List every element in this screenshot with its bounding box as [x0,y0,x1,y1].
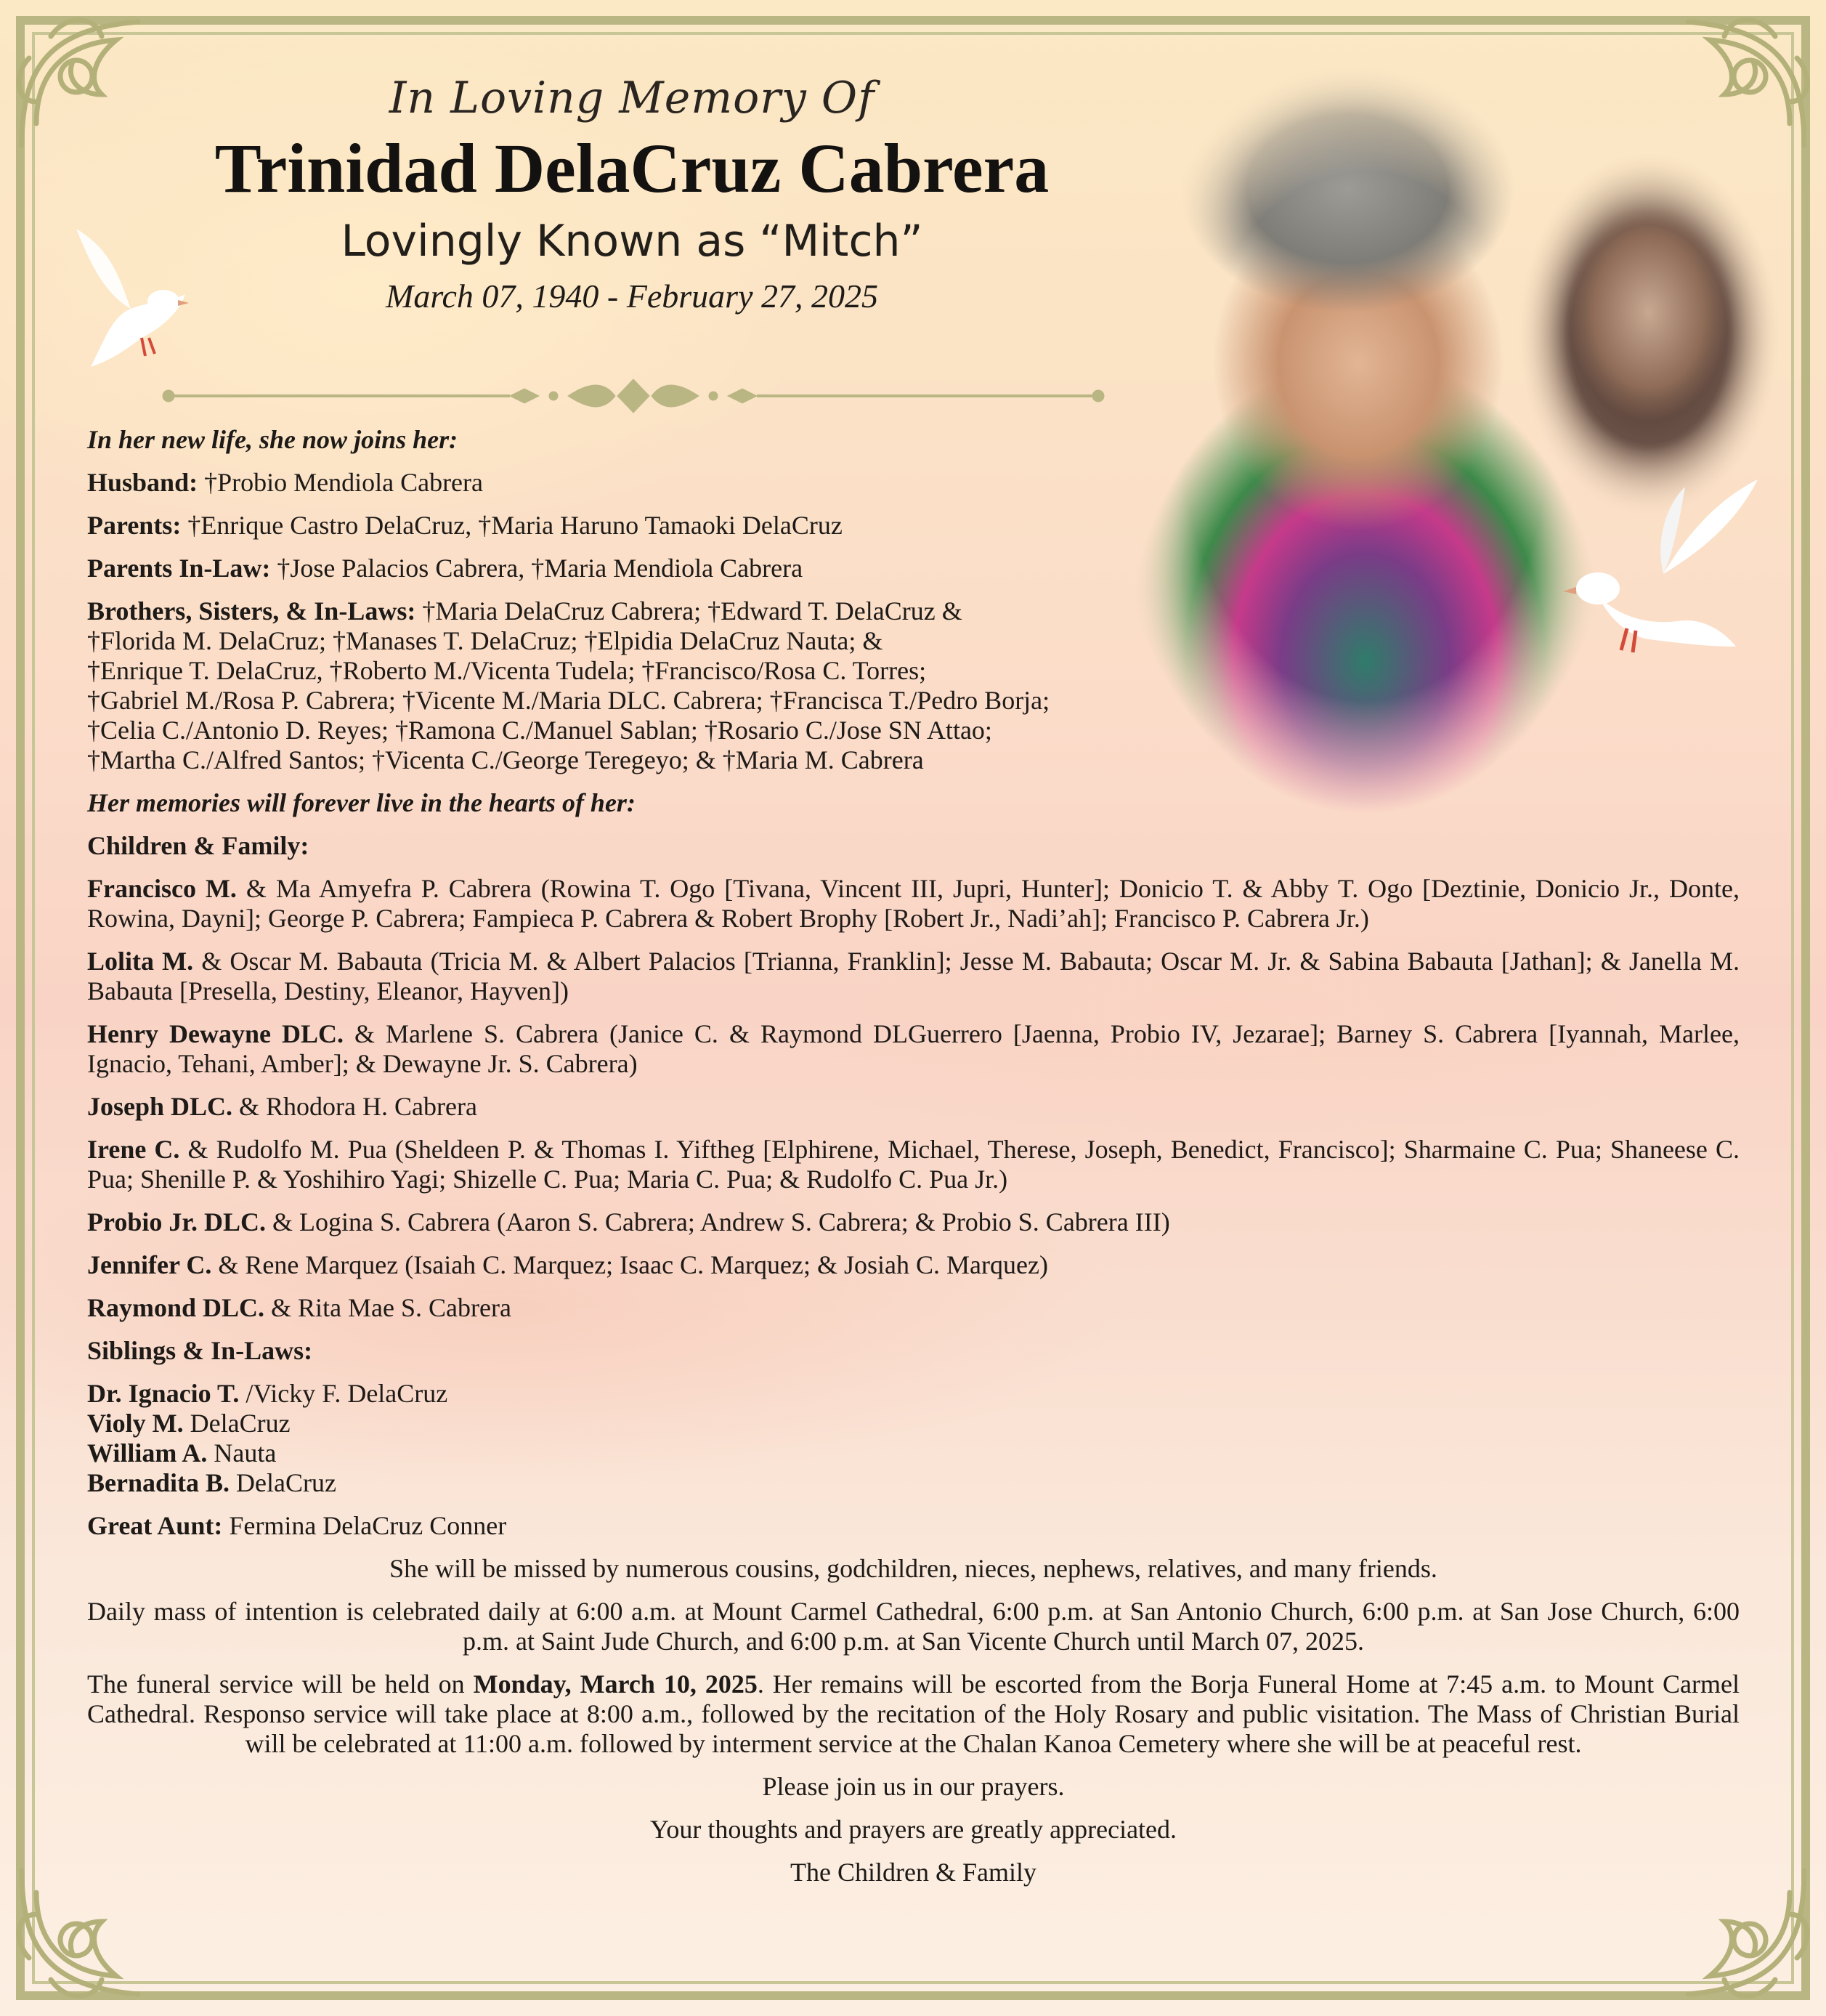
new-life-heading: In her new life, she now joins her: [87,425,458,454]
siblings-in-laws-line: †Enrique T. DelaCruz, †Roberto M./Vicenta Tudela; †Francisco/Rosa C. Torres; [87,656,927,685]
siblings-in-laws-label: Brothers, Sisters, & In-Laws: [87,596,416,626]
thoughts-line: Your thoughts and prayers are greatly appreciated. [649,1815,1177,1844]
child-family: & Rhodora H. Cabrera [232,1092,477,1121]
parents-line [87,511,1133,541]
husband-label: Husband: [87,468,198,497]
funeral-paragraph [87,1669,1740,1759]
child-family: & Rene Marquez (Isaiah C. Marquez; Isaac C. Marquez; & Josiah C. Marquez) [211,1250,1048,1279]
child-entry [87,1250,1740,1280]
siblings-list [87,1379,1740,1498]
sibling-name: Violy M. [87,1409,184,1438]
sibling-rest: Nauta [207,1438,277,1468]
child-name: Probio Jr. DLC. [87,1207,267,1236]
child-family: & Rudolfo M. Pua (Sheldeen P. & Thomas I. Yiftheg [Elphirene, Michael, Therese, Joseph, Benedict, Francisco]; Sharmaine C. Pua; Shaneese C. Pua; Shenille P. & Yoshihiro Yagi; Shizelle C. Pua; Maria C. Pua; & Rudolfo C. Pua Jr.) [87,1135,1740,1194]
child-name: Irene C. [87,1135,180,1164]
child-family: & Marlene S. Cabrera (Janice C. & Raymond DLGuerrero [Jaenna, Probio IV, Jezarae]; Barney S. Cabrera [Iyannah, Marlee, Ignacio, Tehani, Amber]; & Dewayne Jr. S. Cabrera) [87,1019,1740,1078]
nickname: Lovingly Known as “Mitch” [341,216,923,267]
corner-ornament-icon [1673,7,1819,153]
signature: The Children & Family [790,1858,1036,1887]
in-memory-heading: In Loving Memory Of [389,73,875,124]
prayers-line: Please join us in our prayers. [762,1772,1065,1801]
siblings-in-laws-block [87,596,1133,775]
husband-value: †Probio Mendiola Cabrera [198,468,483,497]
sibling-name: William A. [87,1438,208,1468]
divider-ornament-icon [161,378,1105,414]
funeral-details: . Her remains will be escorted from the Borja Funeral Home at 7:45 a.m. to Mount Carmel Cathedral. Responso service will take place at 8:00 a.m., followed by the recitation of the Holy Rosary and public visitation. The Mass of Christian Burial will be celebrated at 11:00 a.m. followed by interment service at the Chalan Kanoa Cemetery where she will be at peaceful rest. [87,1669,1740,1758]
inlaws-label: Parents In-Law: [87,554,271,583]
sibling-name: Bernadita B. [87,1468,230,1497]
funeral-intro: The funeral service will be held on [87,1669,474,1699]
inlaws-value: †Jose Palacios Cabrera, †Maria Mendiola Cabrera [270,554,803,583]
child-name: Joseph DLC. [87,1092,233,1121]
life-dates: March 07, 1940 - February 27, 2025 [386,278,878,315]
child-family: & Logina S. Cabrera (Aaron S. Cabrera; Andrew S. Cabrera; & Probio S. Cabrera III) [266,1207,1170,1236]
sibling-rest: /Vicky F. DelaCruz [239,1379,448,1408]
child-entry [87,1019,1740,1079]
child-name: Lolita M. [87,947,194,976]
siblings-in-laws-line: †Celia C./Antonio D. Reyes; †Ramona C./Manuel Sablan; †Rosario C./Jose SN Attao; [87,716,992,745]
obituary-body [87,425,1740,1887]
child-entry [87,1092,1740,1122]
parents-value: †Enrique Castro DelaCruz, †Maria Haruno Tamaoki DelaCruz [181,511,843,540]
child-name: Francisco M. [87,874,237,903]
children-label: Children & Family: [87,831,309,860]
memories-heading: Her memories will forever live in the hearts of her: [87,788,636,817]
child-entry [87,1207,1740,1237]
child-name: Raymond DLC. [87,1293,265,1322]
child-name: Jennifer C. [87,1250,212,1279]
husband-line [87,468,1133,498]
child-family: & Rita Mae S. Cabrera [264,1293,511,1322]
child-entry [87,947,1740,1006]
inlaws-line [87,554,1133,583]
siblings-label: Siblings & In-Laws: [87,1336,313,1365]
siblings-in-laws-line: †Martha C./Alfred Santos; †Vicenta C./George Teregeyo; & †Maria M. Cabrera [87,745,924,774]
great-aunt-value: Fermina DelaCruz Conner [222,1511,507,1540]
mass-paragraph: Daily mass of intention is celebrated daily at 6:00 a.m. at Mount Carmel Cathedral, 6:00 p.m. at San Antonio Church, 6:00 p.m. at San Jose Church, 6:00 p.m. at Saint Jude Church, and 6:00 p.m. at San Vicente Church until March 07, 2025. [87,1597,1740,1656]
child-entry [87,874,1740,934]
missed-line: She will be missed by numerous cousins, godchildren, nieces, nephews, relatives, and many friends. [389,1554,1437,1583]
sibling-rest: DelaCruz [183,1409,291,1438]
child-family: & Ma Amyefra P. Cabrera (Rowina T. Ogo [Tivana, Vincent III, Jupri, Hunter]; Donicio T. & Abby T. Ogo [Deztinie, Donicio Jr., Donte, Rowina, Dayni]; George P. Cabrera; Fampieca P. Cabrera & Robert Brophy [Robert Jr., Nadi’ah]; Francisco P. Cabrera Jr.) [87,874,1740,933]
funeral-date: Monday, March 10, 2025 [473,1669,758,1699]
header [145,73,1119,315]
child-name: Henry Dewayne DLC. [87,1019,344,1048]
child-entry [87,1293,1740,1323]
child-entry [87,1135,1740,1194]
deceased-name: Trinidad DelaCruz Cabrera [214,129,1050,207]
siblings-in-laws-line: †Maria DelaCruz Cabrera; †Edward T. DelaCruz & [415,596,962,626]
sibling-rest: DelaCruz [230,1468,336,1497]
sibling-name: Dr. Ignacio T. [87,1379,240,1408]
great-aunt-label: Great Aunt: [87,1511,223,1540]
siblings-in-laws-line: †Florida M. DelaCruz; †Manases T. DelaCruz; †Elpidia DelaCruz Nauta; & [87,626,883,655]
great-aunt-line [87,1511,1740,1541]
child-family: & Oscar M. Babauta (Tricia M. & Albert Palacios [Trianna, Franklin]; Jesse M. Babauta; Oscar M. Jr. & Sabina Babauta [Jathan]; & Janella M. Babauta [Presella, Destiny, Eleanor, Hayven]) [87,947,1740,1005]
corner-ornament-icon [7,7,153,153]
siblings-in-laws-line: †Gabriel M./Rosa P. Cabrera; †Vicente M./Maria DLC. Cabrera; †Francisca T./Pedro Borja; [87,686,1050,715]
parents-label: Parents: [87,511,182,540]
